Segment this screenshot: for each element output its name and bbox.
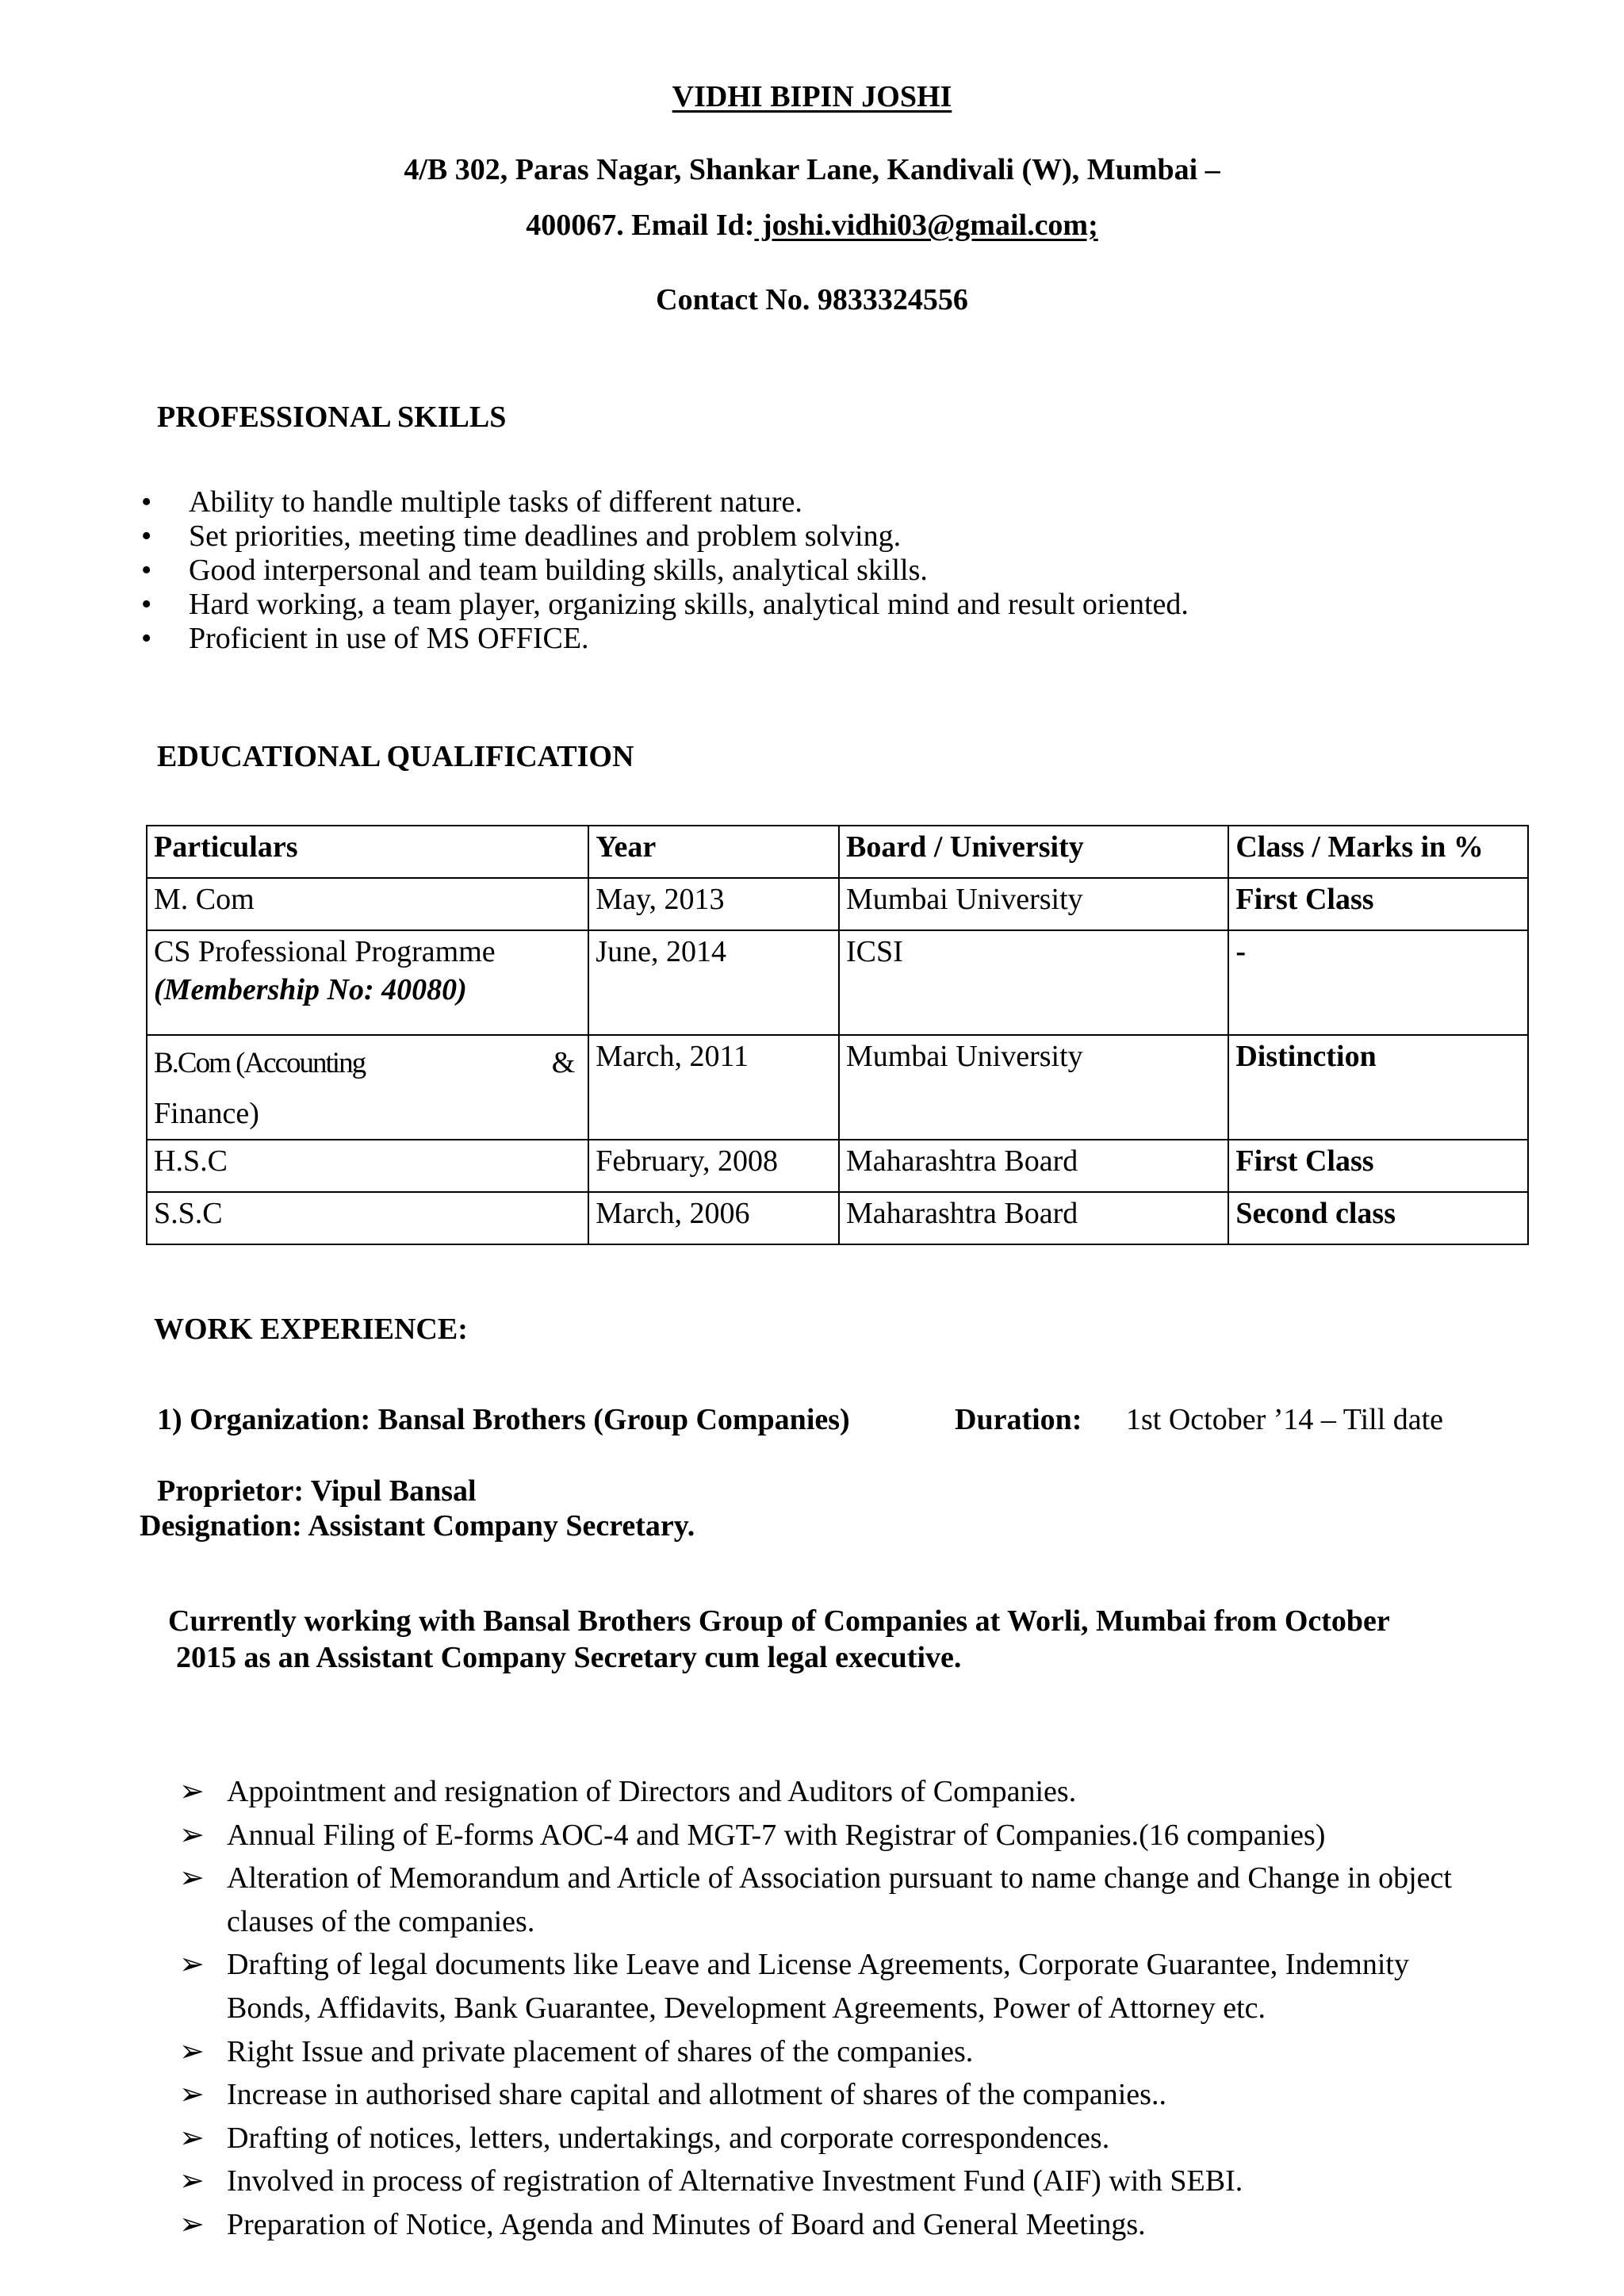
list-item: ➢ Annual Filing of E-forms AOC-4 and MGT-7 with Registrar of Companies.(16 companies)	[179, 1814, 1496, 1857]
proprietor-line: Proprietor: Vipul Bansal	[157, 1474, 477, 1508]
list-item: ➢ Preparation of Notice, Agenda and Minutes of Board and General Meetings.	[179, 2203, 1496, 2247]
candidate-name: VIDHI BIPIN JOSHI	[672, 80, 952, 113]
arrow-bullet-icon: ➢	[179, 2078, 205, 2112]
skills-list	[141, 485, 1189, 656]
arrow-bullet-icon: ➢	[179, 2121, 205, 2155]
table-row	[147, 878, 1528, 930]
arrow-bullet-icon: ➢	[179, 1948, 205, 1982]
list-item: • Set priorities, meeting time deadlines and problem solving.	[141, 519, 902, 553]
address-line-2-prefix: 400067. Email Id:	[526, 209, 755, 242]
table-header-row	[147, 826, 1528, 878]
skills-heading: PROFESSIONAL SKILLS	[157, 401, 507, 434]
duties-list	[179, 1770, 1496, 2247]
summary-line-2: 2015 as an Assistant Company Secretary cum legal executive.	[176, 1641, 962, 1674]
cell-year: June, 2014	[588, 930, 839, 1035]
list-item: • Hard working, a team player, organizing skills, analytical mind and result oriented.	[141, 588, 1189, 621]
bullet-icon: •	[141, 485, 152, 519]
cell-year: March, 2011	[588, 1035, 839, 1140]
cell-year: May, 2013	[588, 878, 839, 930]
bullet-icon: •	[141, 554, 152, 587]
education-table	[146, 825, 1529, 1245]
cell-board: Maharashtra Board	[839, 1192, 1228, 1244]
cell-particulars: CS Professional Programme (Membership No: 40080)	[147, 930, 588, 1035]
cell-particulars: S.S.C	[147, 1192, 588, 1244]
designation-line: Designation: Assistant Company Secretary.	[140, 1509, 695, 1543]
arrow-bullet-icon: ➢	[179, 1818, 205, 1852]
organization-line: 1) Organization: Bansal Brothers (Group Companies)	[157, 1403, 850, 1436]
column-header: Particulars	[147, 826, 588, 878]
education-heading: EDUCATIONAL QUALIFICATION	[157, 740, 634, 773]
table-row	[147, 1192, 1528, 1244]
list-item: ➢ Increase in authorised share capital and allotment of shares of the companies..	[179, 2073, 1496, 2117]
cell-year: March, 2006	[588, 1192, 839, 1244]
arrow-bullet-icon: ➢	[179, 2164, 205, 2198]
membership-note: (Membership No: 40080)	[154, 973, 467, 1006]
table-row	[147, 1035, 1528, 1140]
cell-result: First Class	[1228, 878, 1528, 930]
cell-result: First Class	[1228, 1140, 1528, 1192]
cell-board: Mumbai University	[839, 1035, 1228, 1140]
column-header: Board / University	[839, 826, 1228, 878]
cell-result: Second class	[1228, 1192, 1528, 1244]
list-item: • Proficient in use of MS OFFICE.	[141, 622, 589, 655]
cell-particulars: B.Com (Accounting & Finance)	[147, 1035, 588, 1140]
bullet-icon: •	[141, 622, 152, 655]
duration-value: 1st October ’14 – Till date	[1126, 1403, 1444, 1436]
list-item: ➢ Involved in process of registration of Alternative Investment Fund (AIF) with SEBI.	[179, 2160, 1496, 2203]
list-item: ➢ Appointment and resignation of Directors and Auditors of Companies.	[179, 1770, 1496, 1814]
cell-result: Distinction	[1228, 1035, 1528, 1140]
cell-board: Mumbai University	[839, 878, 1228, 930]
list-item: ➢ Drafting of notices, letters, undertakings, and corporate correspondences.	[179, 2117, 1496, 2160]
cell-particulars: M. Com	[147, 878, 588, 930]
list-item: ➢ Alteration of Memorandum and Article of Association pursuant to name change and Change in object clauses of the companies.	[179, 1857, 1496, 1943]
list-item: ➢ Drafting of legal documents like Leave and License Agreements, Corporate Guarantee, Indemnity Bonds, Affidavits, Bank Guarantee, Development Agreements, Power of Attorney etc.	[179, 1943, 1496, 2030]
table-row	[147, 930, 1528, 1035]
column-header: Class / Marks in %	[1228, 826, 1528, 878]
cell-board: ICSI	[839, 930, 1228, 1035]
cell-particulars: H.S.C	[147, 1140, 588, 1192]
cell-result: -	[1228, 930, 1528, 1035]
arrow-bullet-icon: ➢	[179, 2207, 205, 2241]
list-item: • Good interpersonal and team building skills, analytical skills.	[141, 554, 928, 587]
address-line-2	[0, 208, 1624, 243]
arrow-bullet-icon: ➢	[179, 2034, 205, 2068]
arrow-bullet-icon: ➢	[179, 1775, 205, 1808]
duration-label: Duration:	[955, 1403, 1082, 1436]
work-heading: WORK EXPERIENCE:	[154, 1313, 468, 1346]
contact-number: Contact No. 9833324556	[656, 283, 968, 316]
address-line-1: 4/B 302, Paras Nagar, Shankar Lane, Kandivali (W), Mumbai –	[404, 153, 1220, 186]
summary-line-1: Currently working with Bansal Brothers Group of Companies at Worli, Mumbai from October	[168, 1604, 1390, 1638]
list-item: • Ability to handle multiple tasks of different nature.	[141, 485, 802, 519]
list-item: ➢ Right Issue and private placement of shares of the companies.	[179, 2030, 1496, 2074]
cell-year: February, 2008	[588, 1140, 839, 1192]
bullet-icon: •	[141, 519, 152, 553]
cell-board: Maharashtra Board	[839, 1140, 1228, 1192]
table-row	[147, 1140, 1528, 1192]
bullet-icon: •	[141, 588, 152, 621]
email-link[interactable]: joshi.vidhi03@gmail.com;	[754, 209, 1098, 242]
arrow-bullet-icon: ➢	[179, 1861, 205, 1895]
column-header: Year	[588, 826, 839, 878]
